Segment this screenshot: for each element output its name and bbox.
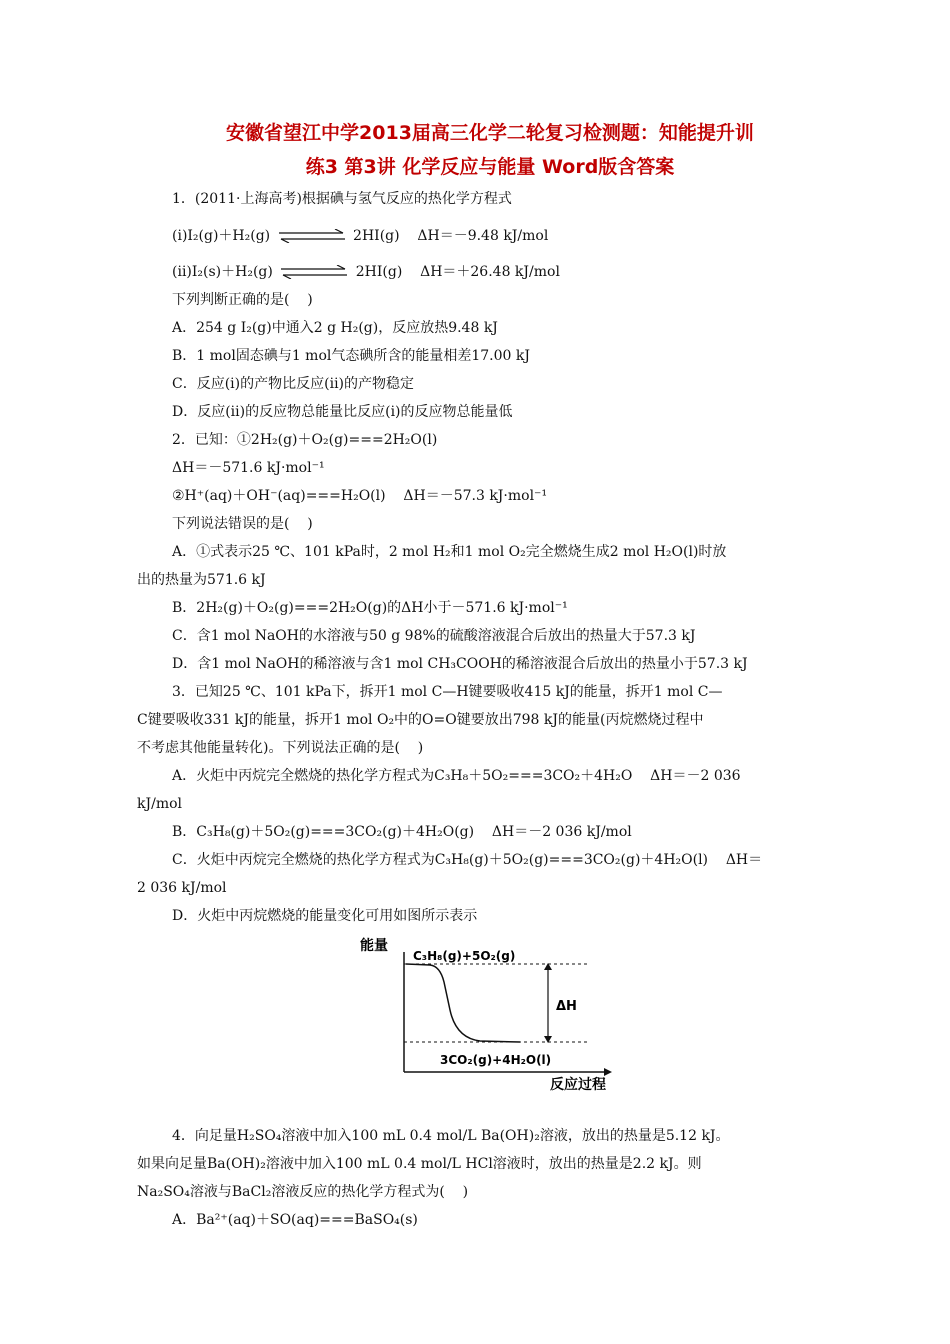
q4-stem-line3: Na₂SO₄溶液与BaCl₂溶液反应的热化学方程式为( ) — [137, 1184, 469, 1200]
document-title-line1: 安徽省望江中学2013届高三化学二轮复习检测题：知能提升训 — [226, 122, 754, 144]
q3-option-a-line2: kJ/mol — [137, 796, 182, 812]
diagram-x-label: 反应过程 — [550, 1077, 606, 1092]
q2-stem: 2．已知：①2H₂(g)＋O₂(g)===2H₂O(l) — [172, 432, 438, 448]
q3-option-d: D．火炬中丙烷燃烧的能量变化可用如图所示表示 — [172, 908, 478, 924]
q2-option-c: C．含1 mol NaOH的水溶液与50 g 98%的硫酸溶液混合后放出的热量大于57.3 kJ — [172, 628, 696, 644]
diagram-y-label: 能量 — [360, 938, 388, 954]
q3-stem-line2: C键要吸收331 kJ的能量，拆开1 mol O₂中的O=O键要放出798 kJ的能量(丙烷燃烧过程中 — [137, 712, 704, 728]
equilibrium-arrow-icon — [279, 265, 349, 279]
q3-option-c-line1: C．火炬中丙烷完全燃烧的热化学方程式为C₃H₈(g)＋5O₂(g)===3CO₂(g)＋4H₂O(l) ΔH＝ — [172, 852, 763, 868]
q1-eq2-right: 2HI(g) ΔH＝＋26.48 kJ/mol — [355, 264, 560, 280]
q1-eq1-right: 2HI(g) ΔH＝－9.48 kJ/mol — [353, 228, 549, 244]
q1-equation-1 — [172, 225, 548, 247]
diagram-reactant-label: C₃H₈(g)+5O₂(g) — [413, 949, 516, 963]
equilibrium-arrow-icon — [277, 229, 347, 243]
q1-option-a: A．254 g I₂(g)中通入2 g H₂(g)，反应放热9.48 kJ — [172, 320, 498, 336]
q1-option-d: D．反应(ⅱ)的反应物总能量比反应(ⅰ)的反应物总能量低 — [172, 404, 513, 420]
diagram-product-label: 3CO₂(g)+4H₂O(l) — [440, 1053, 552, 1067]
q2-option-d: D．含1 mol NaOH的稀溶液与含1 mol CH₃COOH的稀溶液混合后放出的热量小于57.3 kJ — [172, 656, 748, 672]
document-title-line2: 练3 第3讲 化学反应与能量 Word版含答案 — [305, 156, 675, 178]
q4-stem-line2: 如果向足量Ba(OH)₂溶液中加入100 mL 0.4 mol/L HCl溶液时，放出的热量是2.2 kJ。则 — [137, 1156, 702, 1172]
q1-ask: 下列判断正确的是( ) — [172, 292, 313, 308]
q4-option-a: A．Ba²⁺(aq)＋SO(aq)===BaSO₄(s) — [172, 1212, 418, 1228]
q2-dh1: ΔH＝－571.6 kJ·mol⁻¹ — [172, 460, 325, 476]
energy-diagram — [360, 932, 620, 1092]
q1-eq2-left: (ⅱ)I₂(s)＋H₂(g) — [172, 264, 273, 280]
q4-stem-line1: 4．向足量H₂SO₄溶液中加入100 mL 0.4 mol/L Ba(OH)₂溶液，放出的热量是5.12 kJ。 — [172, 1128, 730, 1144]
q1-equation-2 — [172, 261, 560, 283]
energy-curve — [406, 964, 520, 1042]
q2-equation-2: ②H⁺(aq)＋OH⁻(aq)===H₂O(l) ΔH＝－57.3 kJ·mol⁻¹ — [172, 488, 548, 504]
q3-option-a-line1: A．火炬中丙烷完全燃烧的热化学方程式为C₃H₈＋5O₂===3CO₂＋4H₂O ΔH＝－2 036 — [172, 768, 741, 784]
q2-option-a-line2: 出的热量为571.6 kJ — [137, 572, 266, 588]
q3-option-c-line2: 2 036 kJ/mol — [137, 880, 227, 896]
q3-stem-line1: 3．已知25 ℃、101 kPa下，拆开1 mol C—H键要吸收415 kJ的能量，拆开1 mol C— — [172, 684, 723, 700]
x-axis-arrow-icon — [604, 1068, 612, 1076]
q1-option-b: B．1 mol固态碘与1 mol气态碘所含的能量相差17.00 kJ — [172, 348, 530, 364]
q3-stem-line3: 不考虑其他能量转化)。下列说法正确的是( ) — [137, 740, 424, 756]
q2-option-b: B．2H₂(g)＋O₂(g)===2H₂O(g)的ΔH小于－571.6 kJ·mol⁻¹ — [172, 600, 568, 616]
q1-stem: 1．(2011·上海高考)根据碘与氢气反应的热化学方程式 — [172, 191, 512, 207]
q2-option-a-line1: A．①式表示25 ℃、101 kPa时，2 mol H₂和1 mol O₂完全燃烧生成2 mol H₂O(l)时放 — [172, 544, 727, 560]
delta-h-label: ΔH — [556, 999, 577, 1014]
q3-option-b: B．C₃H₈(g)＋5O₂(g)===3CO₂(g)＋4H₂O(g) ΔH＝－2 036 kJ/mol — [172, 824, 632, 840]
q1-option-c: C．反应(ⅰ)的产物比反应(ⅱ)的产物稳定 — [172, 376, 414, 392]
q1-eq1-left: (ⅰ)I₂(g)＋H₂(g) — [172, 228, 271, 244]
q2-ask: 下列说法错误的是( ) — [172, 516, 313, 532]
